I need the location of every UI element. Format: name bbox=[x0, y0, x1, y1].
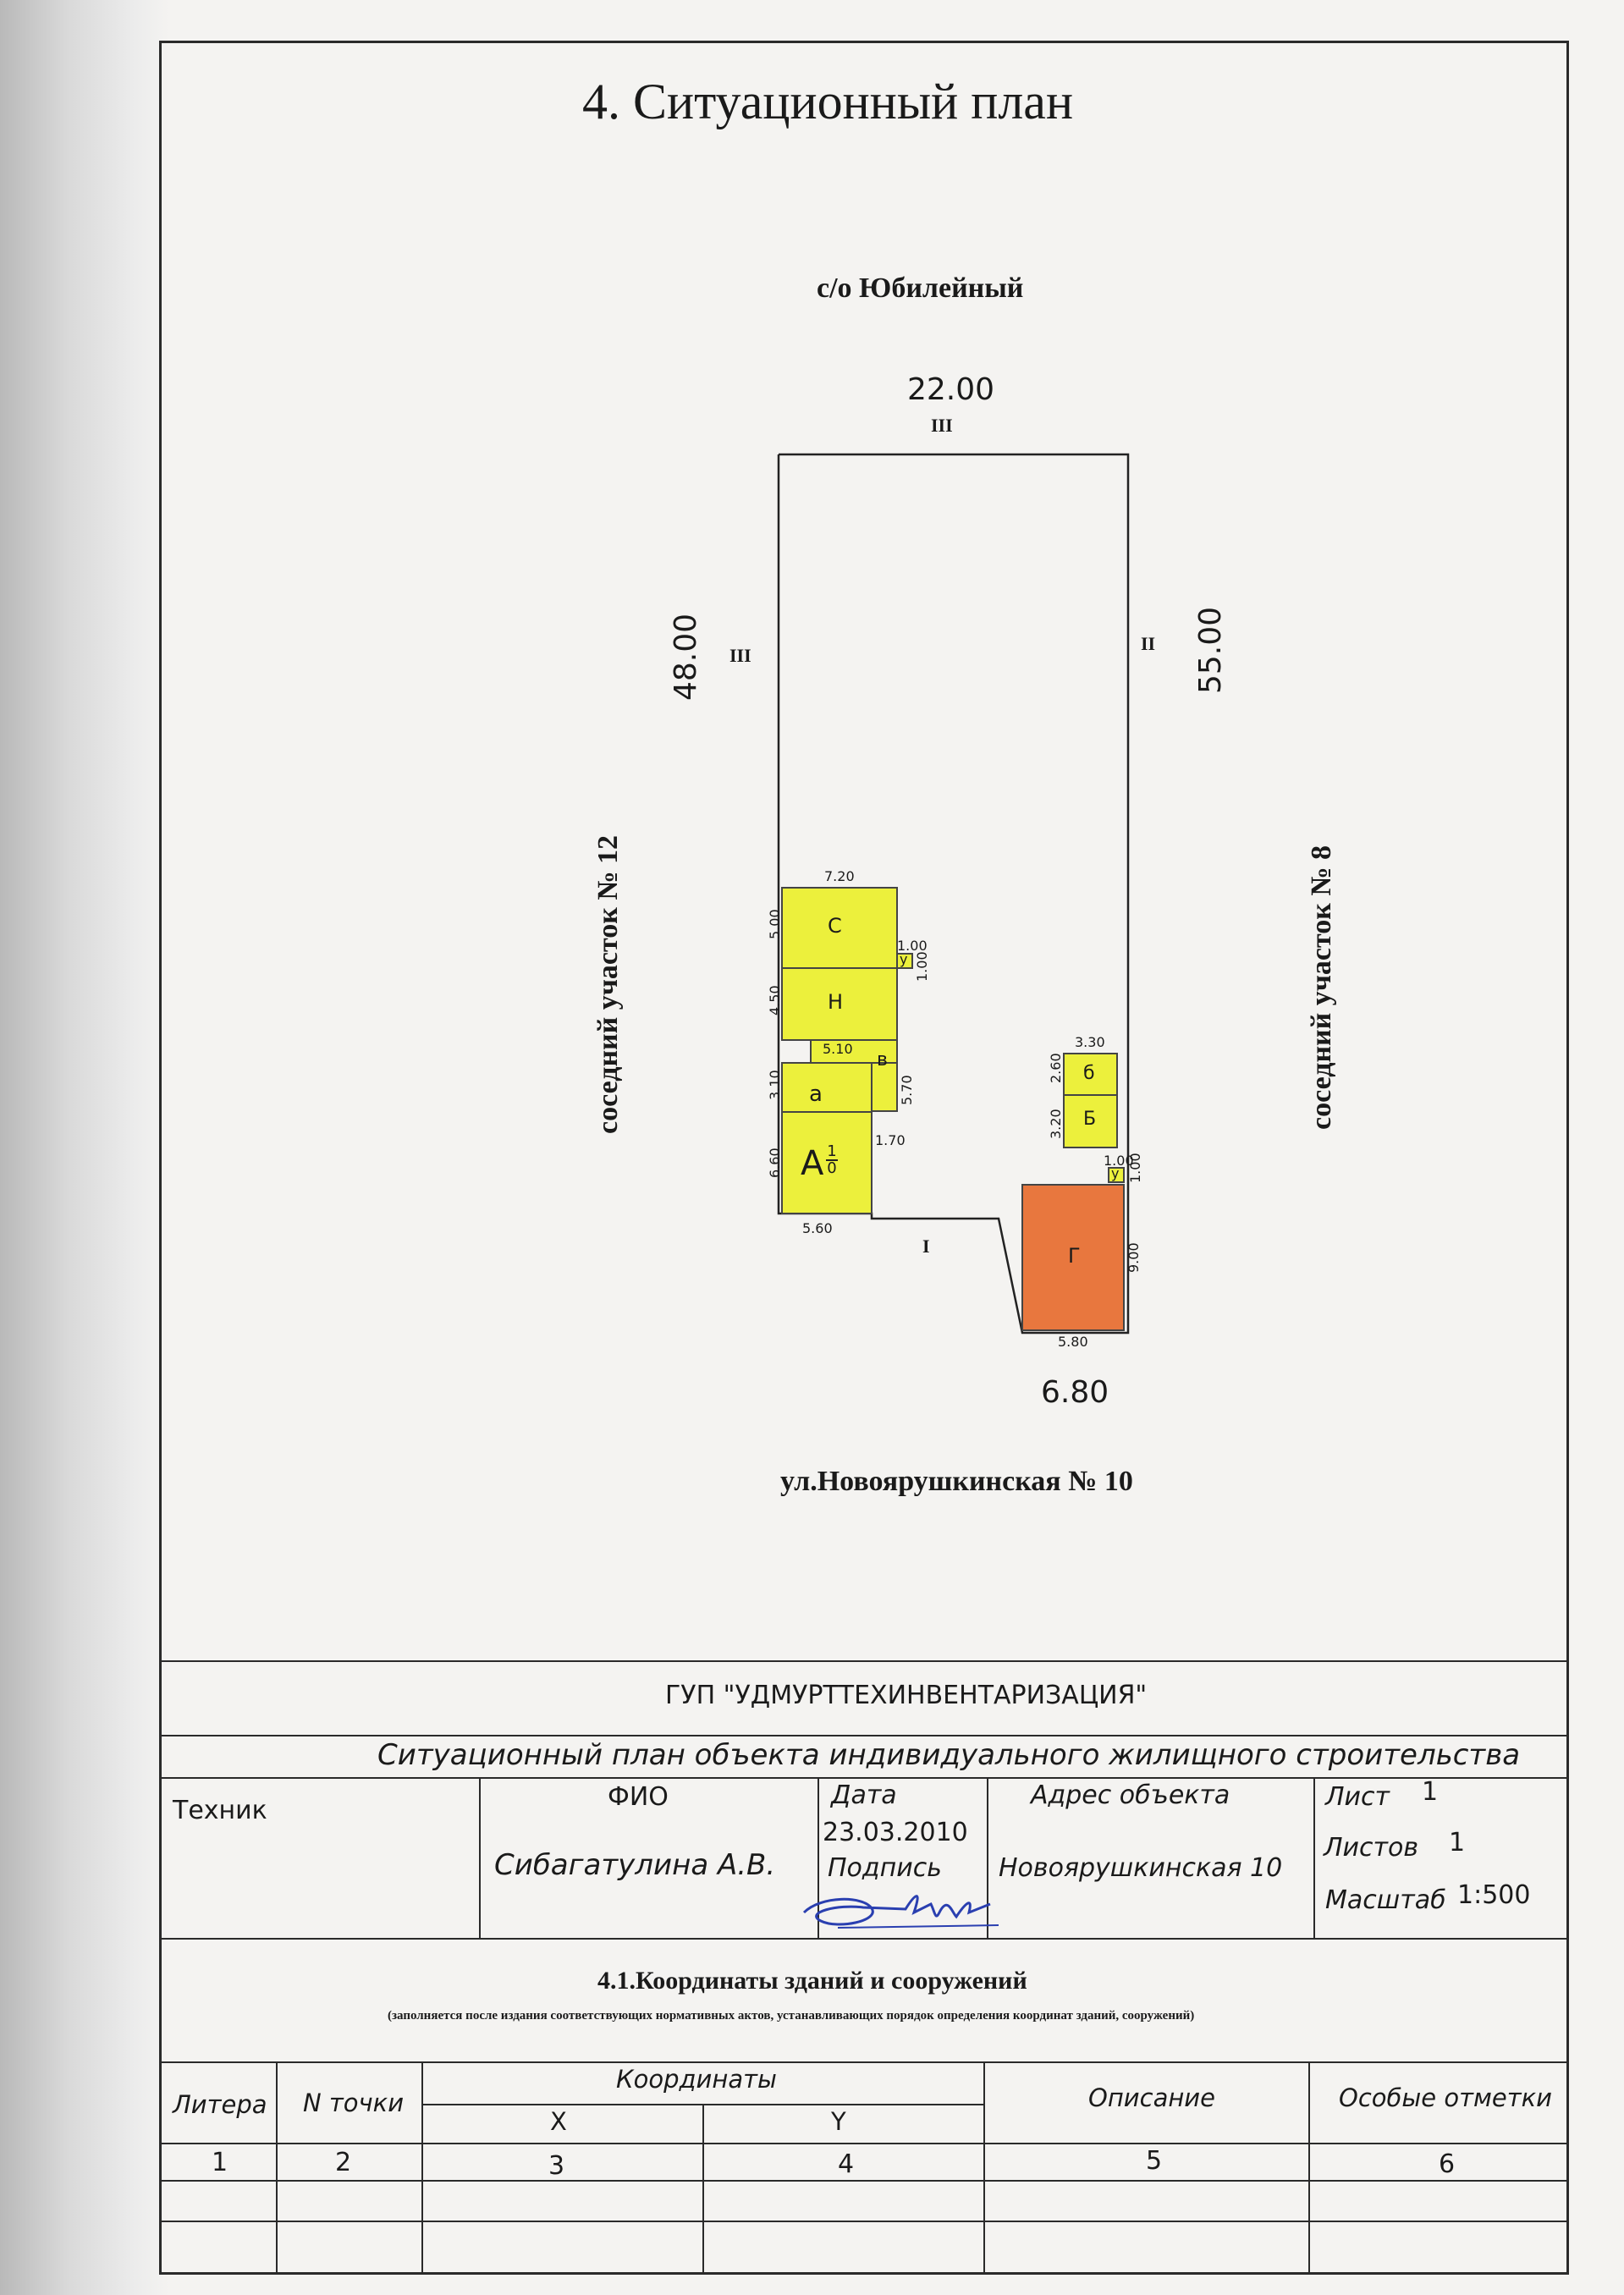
building-v-letter: в bbox=[877, 1049, 888, 1070]
col-number-4: 4 bbox=[838, 2149, 855, 2179]
col-number-6: 6 bbox=[1439, 2149, 1456, 2179]
scale-value: 1:500 bbox=[1457, 1880, 1531, 1910]
dim-left: 48.00 bbox=[669, 613, 703, 701]
dim-right: 55.00 bbox=[1193, 606, 1228, 694]
header-description: Описание bbox=[1088, 2083, 1215, 2112]
coords-header-bottom bbox=[159, 2143, 1569, 2144]
building-b-letter: Б bbox=[1083, 1109, 1097, 1130]
m-b-top: 3.30 bbox=[1075, 1034, 1105, 1050]
tb-line-2 bbox=[159, 1735, 1569, 1736]
coords-col-3 bbox=[702, 2104, 704, 2275]
m-a-side: 6.60 bbox=[767, 1148, 783, 1178]
building-u2-letter: у bbox=[1111, 1165, 1120, 1181]
header-litera: Литера bbox=[173, 2090, 267, 2119]
tb-col-1 bbox=[479, 1777, 481, 1938]
roman-left: III bbox=[729, 645, 751, 666]
role-label: Техник bbox=[173, 1796, 267, 1825]
col-number-1: 1 bbox=[212, 2148, 228, 2177]
header-point: N точки bbox=[303, 2089, 405, 2117]
coords-col-5 bbox=[1308, 2061, 1310, 2275]
m-b-small-side: 2.60 bbox=[1048, 1053, 1064, 1083]
m-c-top: 7.20 bbox=[824, 868, 855, 884]
m-v-side: 5.70 bbox=[899, 1075, 915, 1105]
m-g-side: 9.00 bbox=[1126, 1242, 1142, 1273]
header-coords: Координаты bbox=[616, 2065, 777, 2094]
tb-top-line bbox=[159, 1660, 1569, 1662]
building-a-fraction bbox=[826, 1144, 838, 1176]
north-neighbor-label: с/о Юбилейный bbox=[817, 272, 1024, 304]
m-u1-top: 1.00 bbox=[897, 938, 928, 954]
building-u1-letter: у bbox=[900, 951, 908, 967]
address-value: Новоярушкинская 10 bbox=[999, 1853, 1283, 1883]
roman-bottom: I bbox=[922, 1236, 930, 1257]
building-a-small-letter: а bbox=[809, 1081, 823, 1107]
building-b-small-letter: б bbox=[1083, 1063, 1095, 1084]
document-subject: Ситуационный план объекта индивидуального жилищного строительства bbox=[377, 1738, 1521, 1772]
sheets-value: 1 bbox=[1449, 1828, 1466, 1857]
building-a-small bbox=[782, 1063, 872, 1112]
sheet-label: Лист bbox=[1325, 1782, 1390, 1812]
header-notes: Особые отметки bbox=[1339, 2083, 1552, 2112]
org-name: ГУП "УДМУРТТЕХИНВЕНТАРИЗАЦИЯ" bbox=[665, 1681, 1148, 1710]
tb-bottom-line bbox=[159, 1938, 1569, 1940]
m-a-small-side: 3.10 bbox=[767, 1070, 783, 1100]
address-label: Адрес объекта bbox=[1031, 1780, 1230, 1810]
scale-label: Масштаб bbox=[1325, 1885, 1446, 1915]
m-a-bottom: 5.60 bbox=[802, 1220, 833, 1236]
fraction-denominator: 0 bbox=[827, 1159, 837, 1177]
building-c-letter: С bbox=[828, 914, 842, 938]
building-n-letter: Н bbox=[828, 990, 844, 1014]
coords-col-4 bbox=[983, 2061, 985, 2275]
coords-row-2 bbox=[159, 2221, 1569, 2222]
dim-top: 22.00 bbox=[907, 372, 995, 407]
street-label: ул.Новоярушкинская № 10 bbox=[780, 1466, 1133, 1497]
coords-subtitle: (заполняется после издания соответствующих нормативных актов, устанавливающих порядок определения координат зданий, сооружений) bbox=[388, 2009, 1195, 2023]
building-a-letter: А bbox=[801, 1144, 824, 1183]
tb-line-3 bbox=[159, 1777, 1569, 1779]
date-value: 23.03.2010 bbox=[823, 1818, 968, 1847]
coords-title: 4.1.Координаты зданий и сооружений bbox=[597, 1967, 1027, 1995]
sheet-value: 1 bbox=[1422, 1777, 1439, 1807]
fio-label: ФИО bbox=[608, 1782, 669, 1812]
col-number-5: 5 bbox=[1146, 2146, 1163, 2176]
dim-bottom: 6.80 bbox=[1041, 1375, 1109, 1410]
signature-image bbox=[787, 1879, 1007, 1938]
header-y: Y bbox=[831, 2107, 846, 2136]
coords-table-top bbox=[159, 2061, 1569, 2063]
m-a-step: 1.70 bbox=[875, 1132, 906, 1148]
building-g-letter: Г bbox=[1068, 1244, 1081, 1268]
m-b-side: 3.20 bbox=[1048, 1109, 1064, 1139]
col-number-2: 2 bbox=[335, 2148, 352, 2177]
roman-right: II bbox=[1141, 633, 1156, 654]
tb-col-4 bbox=[1313, 1777, 1315, 1938]
m-u1-side: 1.00 bbox=[914, 951, 930, 982]
sign-label: Подпись bbox=[828, 1853, 942, 1883]
m-h-side: 4.50 bbox=[767, 985, 783, 1015]
m-u2-top: 1.00 bbox=[1104, 1153, 1134, 1169]
sheets-label: Листов bbox=[1324, 1833, 1419, 1863]
coords-col-2 bbox=[421, 2061, 423, 2275]
coords-col-1 bbox=[276, 2061, 278, 2275]
col-number-3: 3 bbox=[548, 2151, 565, 2181]
fio-value: Сибагатулина А.В. bbox=[494, 1848, 776, 1882]
m-v-top: 5.10 bbox=[823, 1041, 853, 1057]
header-x: X bbox=[550, 2107, 567, 2136]
fraction-numerator: 1 bbox=[827, 1142, 837, 1160]
roman-top: III bbox=[931, 415, 953, 436]
m-u2-side: 1.00 bbox=[1127, 1153, 1143, 1183]
date-label: Дата bbox=[831, 1780, 897, 1810]
m-g-bottom: 5.80 bbox=[1058, 1334, 1088, 1350]
west-neighbor-label: соседний участок № 12 bbox=[592, 835, 624, 1134]
page-title: 4. Ситуационный план bbox=[582, 74, 1074, 129]
east-neighbor-label: соседний участок № 8 bbox=[1306, 845, 1337, 1130]
m-c-side: 5.00 bbox=[767, 909, 783, 939]
coords-row-1 bbox=[159, 2180, 1569, 2182]
